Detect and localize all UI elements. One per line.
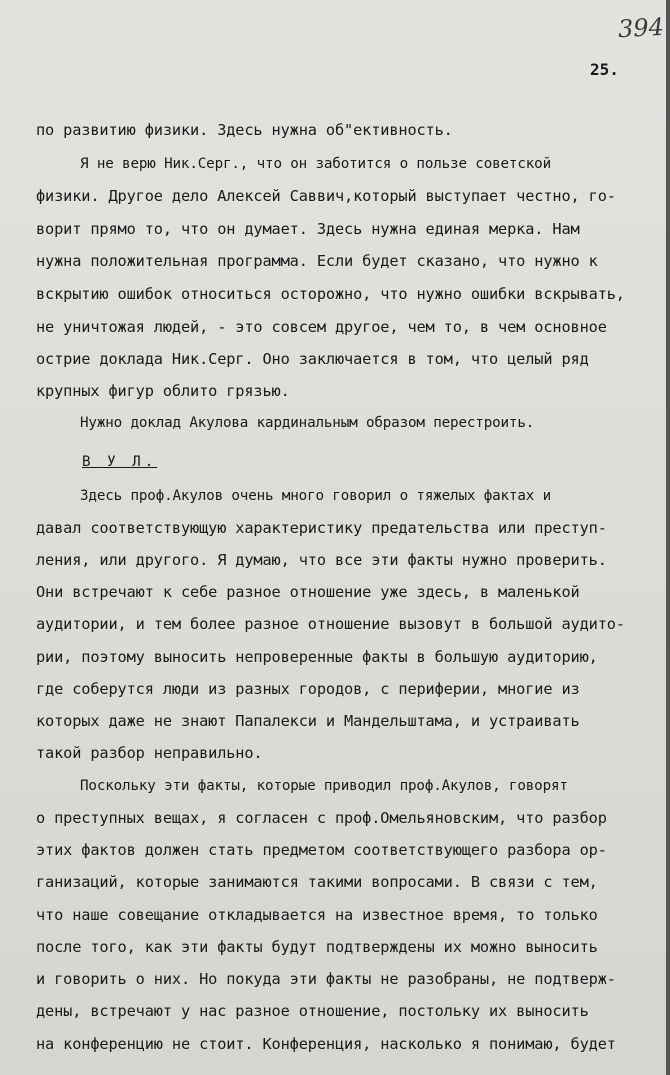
text-line: о преступных вещах, я согласен с проф.Омельяновским, что разбор <box>36 809 607 827</box>
text-line: которых даже не знают Папалекси и Мандельштама, и устраивать <box>36 712 580 730</box>
text-line: Поскольку эти факты, которые приводил проф.Акулов, говорят <box>80 778 568 794</box>
text-line: Они встречают к себе разное отношение уже здесь, в маленькой <box>36 583 580 601</box>
text-line: рии, поэтому выносить непроверенные факты в большую аудиторию, <box>36 648 598 666</box>
text-line: аудитории, и тем более разное отношение вызовут в большой аудито- <box>36 615 625 633</box>
text-line: Здесь проф.Акулов очень много говорил о тяжелых фактах и <box>80 488 551 504</box>
text-line: Я не верю Ник.Серг., что он заботится о пользе советской <box>80 156 551 172</box>
text-line: ворит прямо то, что он думает. Здесь нужна единая мерка. Нам <box>36 220 580 238</box>
text-line: ления, или другого. Я думаю, что все эти факты нужно проверить. <box>36 551 607 569</box>
text-line: острие доклада Ник.Серг. Оно заключается в том, что целый ряд <box>36 350 589 368</box>
text-line: не уничтожая людей, - это совсем другое, чем то, в чем основное <box>36 318 607 336</box>
text-line: давал соответствующую характеристику предательства или преступ- <box>36 519 607 537</box>
text-line: крупных фигур облито грязью. <box>36 382 290 400</box>
text-line: и говорить о них. Но покуда эти факты не разобраны, не подтверж- <box>36 970 616 988</box>
speaker-heading: В У Л. <box>82 454 158 470</box>
text-line: на конференцию не стоит. Конференция, насколько я понимаю, будет <box>36 1035 616 1053</box>
text-line: где соберутся люди из разных городов, с периферии, многие из <box>36 680 580 698</box>
text-line: после того, как эти факты будут подтверждены их можно выносить <box>36 938 598 956</box>
archive-number: 394 <box>617 12 665 44</box>
text-line: ганизаций, которые занимаются такими вопросами. В связи с тем, <box>36 873 598 891</box>
page-number: 25. <box>590 60 619 79</box>
text-line: дены, встречают у нас разное отношение, постольку их выносить <box>36 1002 589 1020</box>
text-line: по развитию физики. Здесь нужна об"ективность. <box>36 121 453 139</box>
text-line: нужна положительная программа. Если будет сказано, что нужно к <box>36 252 598 270</box>
page-edge <box>666 0 670 1075</box>
text-line: вскрытию ошибок относиться осторожно, что нужно ошибки вскрывать, <box>36 285 625 303</box>
text-line: Нужно доклад Акулова кардинальным образом перестроить. <box>80 415 535 431</box>
text-line: что наше совещание откладывается на известное время, то только <box>36 906 598 924</box>
text-line: физики. Другое дело Алексей Саввич,который выступает честно, го- <box>36 187 616 205</box>
text-line: такой разбор неправильно. <box>36 744 263 762</box>
text-line: этих фактов должен стать предметом соответствующего разбора ор- <box>36 841 607 859</box>
